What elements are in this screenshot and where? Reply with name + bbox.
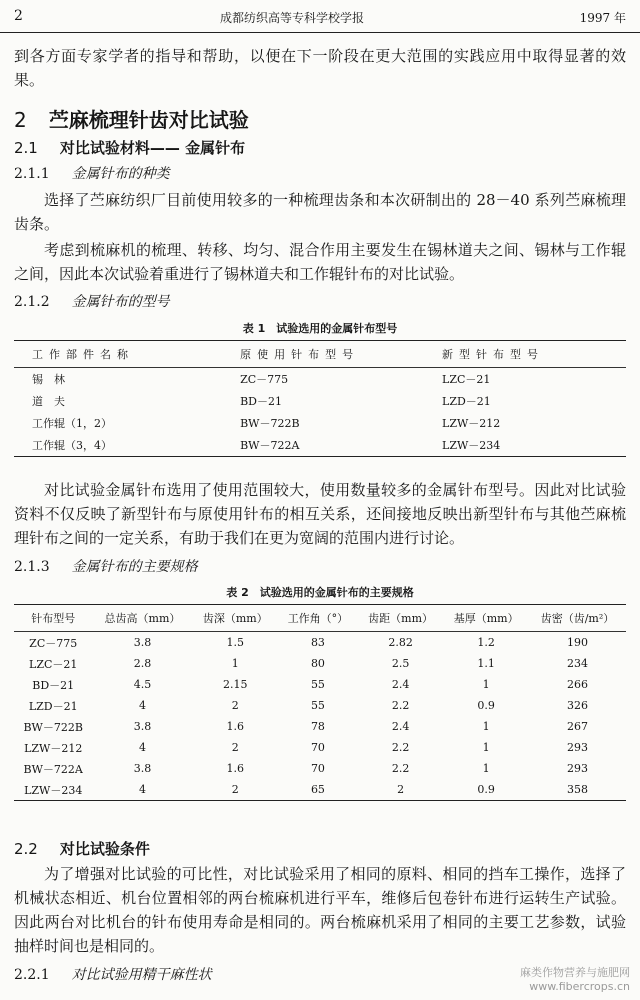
table-cell: BW－722B <box>240 417 300 430</box>
table-cell: LZW－234 <box>442 439 501 452</box>
table-cell: 2 <box>231 741 239 754</box>
table-header-row <box>14 605 626 632</box>
table-cell: 1 <box>482 741 490 754</box>
table-cell: 3.8 <box>133 636 152 649</box>
table-cell: 工作辊（1，2） <box>32 417 112 430</box>
table-cell: 2.8 <box>133 657 152 670</box>
table-cell: 1 <box>482 762 490 775</box>
table-cell: 2.4 <box>391 678 410 691</box>
section-number: 2.1.3 <box>14 559 50 575</box>
watermark-line: www.fibercrops.cn <box>529 980 630 993</box>
table-cell: LZC－21 <box>29 657 78 671</box>
table-cell: 267 <box>566 720 588 733</box>
column-header: 工作角（°） <box>287 612 349 625</box>
table-cell: 65 <box>310 783 325 796</box>
table-cell: BW－722A <box>23 762 83 776</box>
table-cell: LZW－234 <box>24 783 83 797</box>
section-title: 金属针布的种类 <box>71 166 170 182</box>
table-row <box>14 674 626 695</box>
table-cell: 4.5 <box>133 678 152 691</box>
table-cell: 1.6 <box>226 762 245 775</box>
table-cell: 2.4 <box>391 720 410 733</box>
table-cell: 358 <box>566 783 588 796</box>
table-row <box>14 653 626 674</box>
section-2-1-heading <box>14 137 245 158</box>
table-cell: 55 <box>310 678 325 691</box>
table-row <box>14 716 626 737</box>
table-cell: 83 <box>310 636 325 649</box>
table-cell: 1.2 <box>477 636 495 649</box>
table-cell: 293 <box>566 762 588 775</box>
column-header: 针布型号 <box>31 612 76 625</box>
table-cell: 234 <box>566 657 588 670</box>
table-cell: 2 <box>397 783 405 796</box>
header-rule <box>0 32 640 33</box>
table-row <box>14 434 626 457</box>
table-row <box>14 368 626 391</box>
column-header: 原使用针布型号 <box>240 348 360 361</box>
table-cell: 0.9 <box>477 783 495 796</box>
table-cell: 3.8 <box>133 762 152 775</box>
table-cell: BD－21 <box>240 395 282 408</box>
table-cell: 80 <box>310 657 325 670</box>
table-row <box>14 412 626 434</box>
section-title: 对比试验材料—— 金属针布 <box>59 139 246 157</box>
table-cell: 2.2 <box>391 741 410 754</box>
table-cell: ZC－775 <box>29 636 78 650</box>
table-1-caption: 表 1 试验选用的金属针布型号 <box>242 322 398 335</box>
section-2-1-3-heading <box>14 556 198 576</box>
journal-year: 1997 年 <box>579 11 626 25</box>
section-number: 2.2 <box>14 840 38 858</box>
intro-paragraph: 到各方面专家学者的指导和帮助，以便在下一阶段在更大范围的实践应用中取得显著的效果。 <box>14 47 626 89</box>
page-number: 2 <box>14 8 23 24</box>
column-header: 齿深（mm） <box>202 612 268 625</box>
table-cell: 2.2 <box>391 699 410 712</box>
section-2-heading <box>14 104 249 133</box>
table-cell: 70 <box>310 762 325 775</box>
column-header: 新型针布型号 <box>442 348 545 361</box>
table-cell: LZD－21 <box>442 395 491 408</box>
column-header: 基厚（mm） <box>453 612 519 625</box>
table-cell: 1 <box>482 678 490 691</box>
table-cell: 2 <box>231 783 239 796</box>
column-header: 齿密（齿/m²） <box>540 612 615 625</box>
watermark <box>520 966 630 994</box>
table-cell: LZW－212 <box>442 417 501 430</box>
paragraph: 选择了苎麻纺织厂目前使用较多的一种梳理齿条和本次研制出的 28－40 系列苎麻梳理齿条。 <box>14 191 626 233</box>
table-cell: 293 <box>566 741 588 754</box>
table-row <box>14 758 626 779</box>
section-title: 金属针布的型号 <box>71 294 170 310</box>
paragraph: 考虑到梳麻机的梳理、转移、均匀、混合作用主要发生在锡林道夫之间、锡林与工作辊之间，因此本次试验着重进行了锡林道夫和工作辊针布的对比试验。 <box>14 241 626 283</box>
running-header <box>0 6 640 30</box>
table-row <box>14 632 626 654</box>
table-cell: 326 <box>566 699 588 712</box>
table-cell: 2.2 <box>391 762 410 775</box>
table-cell: BD－21 <box>32 678 75 692</box>
section-number: 2 <box>14 108 27 132</box>
section-title: 对比试验条件 <box>59 840 150 858</box>
table-row <box>14 390 626 412</box>
table-cell: 0.9 <box>477 699 495 712</box>
section-2-2-heading <box>14 838 150 859</box>
table-cell: 266 <box>566 678 588 691</box>
table-cell: 1 <box>482 720 490 733</box>
section-number: 2.1 <box>14 139 38 157</box>
section-title: 对比试验用精干麻性状 <box>71 967 212 983</box>
table-cell: 2.82 <box>388 636 413 649</box>
table-cell: 2.5 <box>391 657 410 670</box>
table-cell: 55 <box>310 699 325 712</box>
journal-name: 成都纺织高等专科学校学报 <box>220 11 365 25</box>
table-cell: 3.8 <box>133 720 152 733</box>
table-cell: LZD－21 <box>28 699 78 713</box>
section-2-1-2-heading <box>14 291 170 311</box>
section-2-1-1-heading <box>14 163 170 183</box>
section-number: 2.2.1 <box>14 967 50 983</box>
paragraph: 对比试验金属针布选用了使用范围较大，使用数量较多的金属针布型号。因此对比试验资料不仅反映了新型针布与原使用针布的相互关系，还间接地反映出新型针布与其他苎麻梳理针布之间的一定关系，有助于我们在更为宽阔的范围内进行讨论。 <box>14 481 626 547</box>
table-cell: BW－722B <box>23 720 83 734</box>
table-cell: 78 <box>310 720 325 733</box>
table-cell: 1.1 <box>477 657 495 670</box>
table-header-row <box>14 341 626 368</box>
table-cell: 1.5 <box>226 636 245 649</box>
table-cell: 4 <box>138 783 146 796</box>
paragraph: 为了增强对比试验的可比性，对比试验采用了相同的原料、相同的挡车工操作，选择了机械状态相近、机台位置相邻的两台梳麻机进行平车，维修后包卷针布进行运转生产试验。因此两台对比机台的针布使用寿命是相同的。两台梳麻机采用了相同的主要工艺参数，试验抽样时间也是相同的。 <box>14 865 626 955</box>
table-cell: 工作辊（3，4） <box>32 439 112 452</box>
column-header: 总齿高（mm） <box>104 612 181 625</box>
table-cell: 锡 林 <box>32 373 65 386</box>
table-cell: 4 <box>138 741 146 754</box>
table-row <box>14 695 626 716</box>
table-cell: 190 <box>566 636 588 649</box>
watermark-line: 麻类作物营养与施肥网 <box>520 966 630 979</box>
table-cell: BW－722A <box>240 439 300 452</box>
table-cell: LZC－21 <box>442 373 491 386</box>
section-number: 2.1.2 <box>14 294 50 310</box>
table-cell: 1 <box>231 657 239 670</box>
table-2-body <box>14 632 626 801</box>
table-cell: ZC－775 <box>240 373 289 386</box>
table-row <box>14 737 626 758</box>
table-cell: 道 夫 <box>32 395 65 408</box>
table-cell: 70 <box>310 741 325 754</box>
table-cell: 2 <box>231 699 239 712</box>
table-row <box>14 779 626 801</box>
table-cell: 2.15 <box>223 678 248 691</box>
section-number: 2.1.1 <box>14 166 50 182</box>
section-2-2-1-heading <box>14 964 212 984</box>
table-cell: LZW－212 <box>24 741 83 755</box>
table-2 <box>14 604 626 801</box>
table-2-caption: 表 2 试验选用的金属针布的主要规格 <box>226 586 414 599</box>
column-header: 工作部件名称 <box>32 348 134 361</box>
table-cell: 1.6 <box>226 720 245 733</box>
table-cell: 4 <box>138 699 146 712</box>
table-1 <box>14 340 626 457</box>
section-title: 金属针布的主要规格 <box>71 559 198 575</box>
column-header: 齿距（mm） <box>368 612 434 625</box>
section-title: 苎麻梳理针齿对比试验 <box>48 108 249 132</box>
